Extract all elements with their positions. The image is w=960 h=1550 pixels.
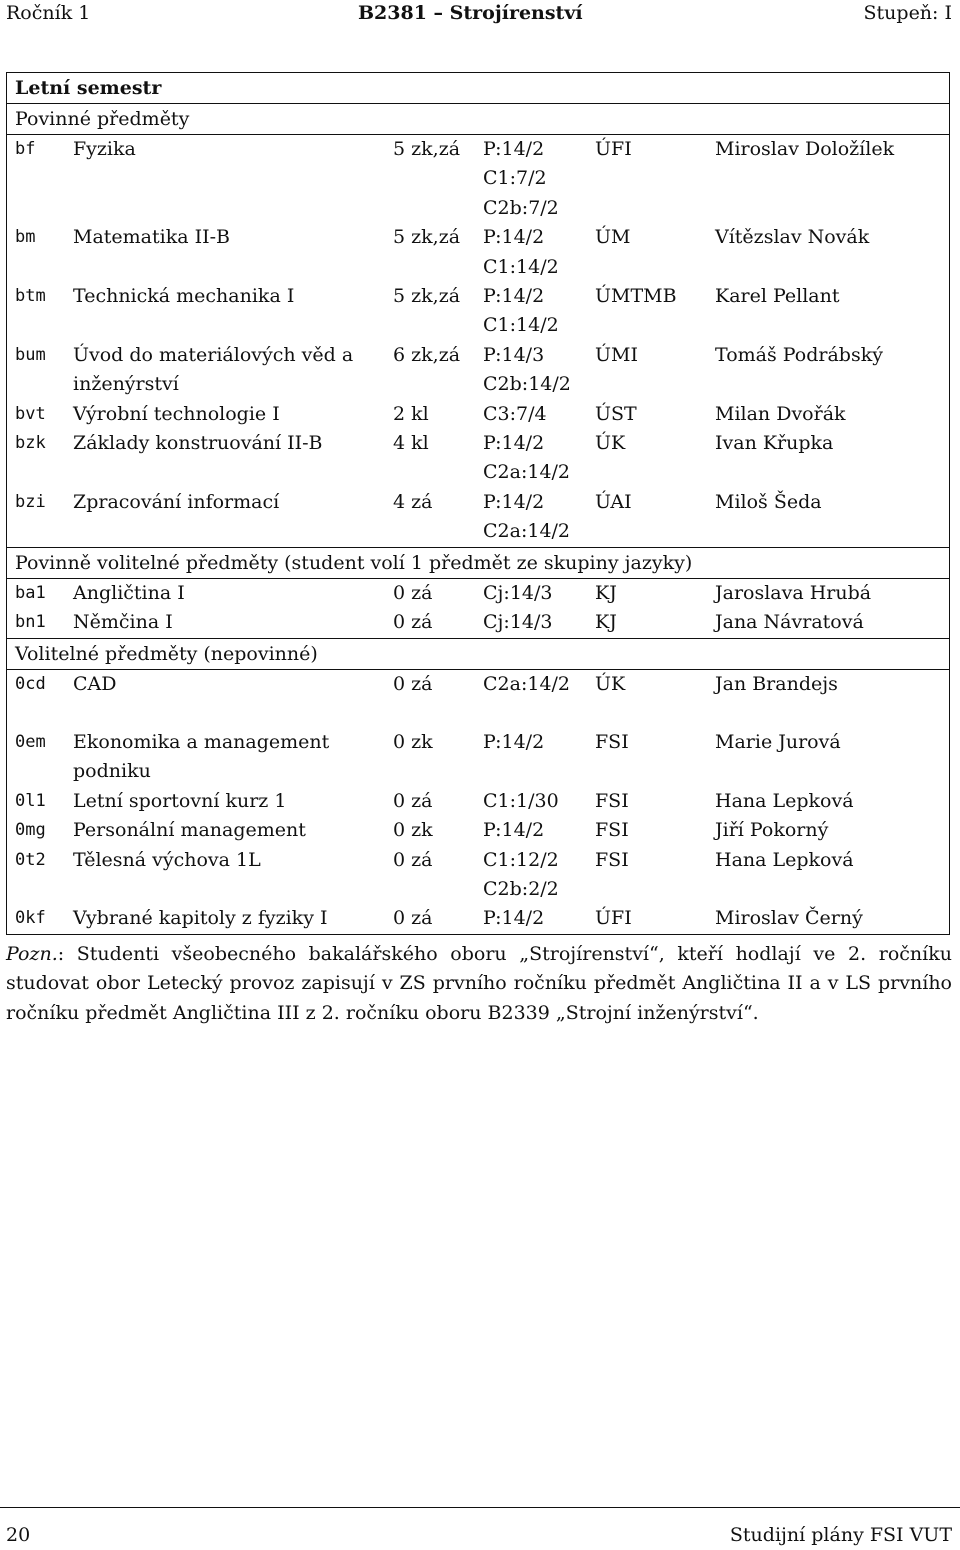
course-hours [483,223,595,282]
course-code: ba1 [15,582,46,603]
course-hours [483,728,595,757]
course-code: bm [15,227,36,248]
semester-title: Letní semestr [15,77,162,99]
course-name [73,608,391,637]
course-name-line: Vybrané kapitoly z fyziky I [73,907,328,930]
course-hours-line: Cj:14/3 [483,611,553,634]
course-hours-line: C2b:7/2 [483,196,559,219]
table-row [7,488,949,547]
table-row [7,904,949,934]
table-row [7,787,949,816]
table-row [7,429,949,488]
course-institute: ÚST [595,402,637,425]
course-hours [483,400,595,429]
course-name [73,429,391,458]
table-row [7,816,949,845]
table-row [7,670,949,699]
header-year: Ročník 1 [6,2,91,24]
note-text: : Studenti všeobecného bakalářského oboru „Strojírenství“, kteří hodlají ve 2. ročníku studovat obor Letecký provoz zapisují v ZS prvního ročníku předmět Angličtina II a v LS prvního ročníku předmět Angličtina III z 2. ročníku oboru B2339 „Strojní inženýrství“. [6,943,952,1024]
course-hours-line: P:14/2 [483,907,545,930]
header-program: B2381 – Strojírenství [358,2,583,24]
course-name [73,341,391,400]
course-name-line: Technická mechanika I [73,285,295,308]
course-code: 0cd [15,673,46,694]
course-code: 0t2 [15,849,46,870]
course-name [73,904,391,933]
course-teacher: Hana Lepková [715,848,854,871]
table-row [7,728,949,787]
course-name-line: Fyzika [73,138,136,160]
course-credits: 0 zá [393,672,433,695]
course-name-line: Letní sportovní kurz 1 [73,789,287,812]
course-code: bum [15,344,46,365]
course-hours [483,488,595,547]
course-hours [483,904,595,933]
course-teacher: Karel Pellant [715,285,840,308]
course-code: 0kf [15,908,46,929]
course-teacher: Marie Jurová [715,730,841,753]
course-credits: 4 zá [393,490,433,513]
course-code: bzi [15,491,46,512]
table-row [7,223,949,282]
course-hours-line: C2b:14/2 [483,373,571,396]
course-code: btm [15,286,46,307]
course-hours [483,608,595,637]
course-institute: ÚMI [595,343,638,366]
course-teacher: Vítězslav Novák [715,226,870,249]
section-compulsory: Povinné předměty [7,103,949,134]
course-name-line: CAD [73,672,117,695]
course-hours-line: C3:7/4 [483,402,547,425]
course-code: 0em [15,731,46,752]
course-hours [483,787,595,816]
elective-group [7,578,949,638]
course-code: bf [15,139,36,159]
course-hours [483,135,595,223]
course-teacher: Hana Lepková [715,789,854,812]
course-institute: ÚFI [595,138,632,160]
note-label: Pozn. [6,943,58,965]
note [6,940,952,1028]
course-institute: ÚM [595,226,631,249]
course-teacher: Tomáš Podrábský [715,343,883,366]
header-degree: Stupeň: I [863,2,952,24]
course-hours-line: P:14/2 [483,730,545,753]
course-hours-line: C2a:14/2 [483,461,571,484]
course-name [73,400,391,429]
course-name-line: Personální management [73,819,306,842]
course-institute: FSI [595,848,629,871]
course-hours [483,579,595,608]
course-name-line: Tělesná výchova 1L [73,848,261,871]
course-credits: 0 zk [393,819,433,842]
course-hours [483,341,595,400]
course-credits: 0 zk [393,730,433,753]
course-hours-line: P:14/3 [483,343,545,366]
course-name [73,846,391,875]
table-row [7,400,949,429]
course-credits: 0 zá [393,611,433,634]
course-hours-line: P:14/2 [483,819,545,842]
table-row [7,608,949,637]
course-name [73,488,391,517]
course-hours-line: P:14/2 [483,285,545,308]
course-credits: 0 zá [393,907,433,930]
course-teacher: Miroslav Doložílek [715,138,895,160]
course-credits: 5 zk,zá [393,138,461,160]
course-teacher: Milan Dvořák [715,402,846,425]
course-credits: 2 kl [393,402,429,425]
course-name-line: Zpracování informací [73,490,280,513]
course-hours-line: C1:7/2 [483,167,547,190]
course-hours [483,816,595,845]
table-row [7,579,949,608]
course-hours-line: C1:14/2 [483,255,559,278]
course-hours-line: C1:12/2 [483,848,559,871]
course-teacher: Miroslav Černý [715,907,863,930]
page-number: 20 [6,1524,31,1546]
course-institute: FSI [595,789,629,812]
course-hours-line: C2b:2/2 [483,877,559,900]
course-table [6,72,950,935]
course-institute: FSI [595,819,629,842]
table-row [7,282,949,341]
course-hours-line: P:14/2 [483,490,545,513]
course-institute: KJ [595,581,617,604]
course-institute: ÚAI [595,490,632,513]
course-teacher: Jaroslava Hrubá [715,581,872,604]
course-name [73,223,391,252]
course-code: bvt [15,403,46,424]
course-institute: ÚK [595,672,626,695]
section-elective-compulsory: Povinně volitelné předměty (student volí 1 předmět ze skupiny jazyky) [7,547,949,578]
course-teacher: Jana Návratová [715,611,864,634]
course-name-line: inženýrství [73,373,179,396]
course-hours-line: C2a:14/2 [483,672,571,695]
course-hours-line: P:14/2 [483,226,545,249]
course-credits: 0 zá [393,848,433,871]
course-hours [483,282,595,341]
course-name [73,282,391,311]
page-header [6,2,952,28]
course-name-line: Angličtina I [73,581,185,604]
course-institute: ÚMTMB [595,285,677,308]
table-row [7,135,949,223]
course-credits: 0 zá [393,789,433,812]
course-name-line: Matematika II-B [73,226,230,249]
course-credits: 5 zk,zá [393,226,461,249]
course-name [73,579,391,608]
course-name-line: Základy konstruování II-B [73,432,323,455]
course-credits: 5 zk,zá [393,285,461,308]
course-hours [483,670,595,699]
course-code: 0l1 [15,790,46,811]
course-teacher: Miloš Šeda [715,490,822,513]
course-credits: 4 kl [393,432,429,455]
course-code: 0mg [15,820,46,841]
footer-title: Studijní plány FSI VUT [729,1524,952,1546]
course-name [73,816,391,845]
section-optional: Volitelné předměty (nepovinné) [7,638,949,669]
course-hours-line: C1:1/30 [483,789,559,812]
course-code: bzk [15,433,46,454]
course-name [73,135,391,164]
course-hours-line: P:14/2 [483,432,545,455]
course-name [73,670,391,699]
course-code: bn1 [15,612,46,633]
course-hours-line: C2a:14/2 [483,520,571,543]
course-teacher: Ivan Křupka [715,432,834,455]
course-institute: KJ [595,611,617,634]
course-hours-line: P:14/2 [483,138,545,160]
course-hours [483,846,595,905]
course-name-line: Výrobní technologie I [73,402,280,425]
course-name-line: Úvod do materiálových věd a [73,343,354,366]
course-name-line: Ekonomika a management [73,730,330,753]
compulsory-group [7,134,949,547]
page-footer [0,1507,960,1546]
table-row [7,341,949,400]
course-credits: 6 zk,zá [393,343,461,366]
course-credits: 0 zá [393,581,433,604]
course-hours [483,429,595,488]
optional-group [7,669,949,935]
course-name-line: podniku [73,760,151,783]
table-row [7,846,949,905]
course-teacher: Jiří Pokorný [715,819,829,842]
course-name-line: Němčina I [73,611,173,634]
course-institute: ÚFI [595,907,632,930]
course-name [73,787,391,816]
course-institute: ÚK [595,432,626,455]
course-hours-line: C1:14/2 [483,314,559,337]
course-name [73,728,391,787]
course-teacher: Jan Brandejs [715,672,838,695]
course-hours-line: Cj:14/3 [483,581,553,604]
course-institute: FSI [595,730,629,753]
